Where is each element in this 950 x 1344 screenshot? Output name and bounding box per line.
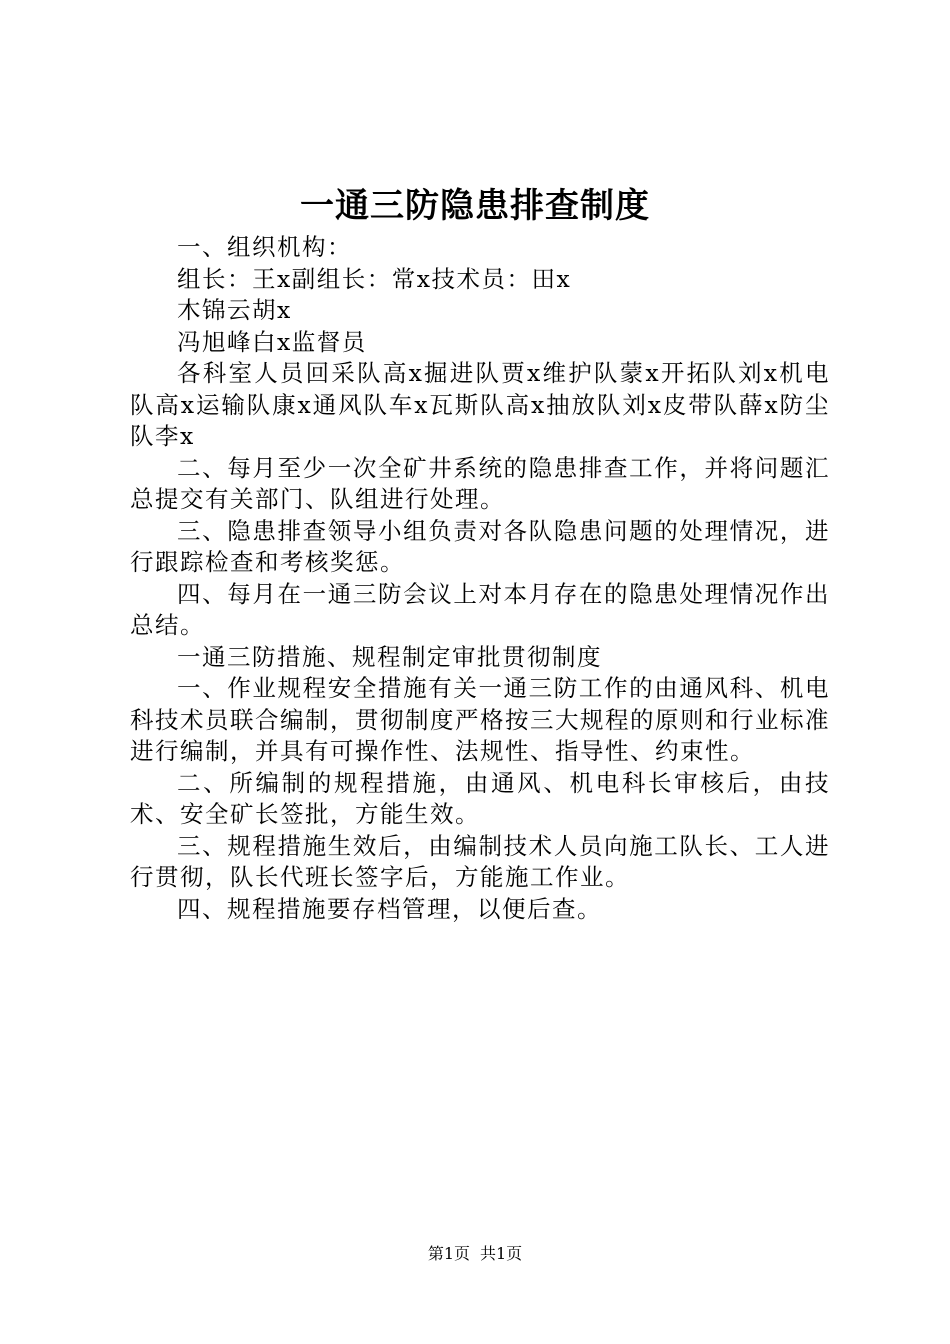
paragraph: 一、作业规程安全措施有关一通三防工作的由通风科、机电科技术员联合编制，贯彻制度严格按三大规程的原则和行业标准进行编制，并具有可操作性、法规性、指导性、约束性。 — [130, 674, 830, 765]
paragraph: 四、规程措施要存档管理，以便后查。 — [177, 894, 602, 923]
document-title: 一通三防隐患排查制度 — [300, 186, 650, 226]
page-total: 共1页 — [480, 1244, 523, 1263]
page-number: 第1页 — [427, 1244, 470, 1263]
paragraph: 一、组织机构： — [177, 233, 352, 261]
paragraph: 各科室人员回采队高x掘进队贾x维护队蒙x开拓队刘x机电队高x运输队康x通风队车x瓦斯队高x抽放队刘x皮带队薛x防尘队李x — [130, 359, 830, 450]
paragraph: 四、每月在一通三防会议上对本月存在的隐患处理情况作出总结。 — [130, 579, 830, 639]
paragraph: 三、规程措施生效后，由编制技术人员向施工队长、工人进行贯彻，队长代班长签字后，方能施工作业。 — [130, 831, 830, 891]
section-heading: 一通三防措施、规程制定审批贯彻制度 — [177, 642, 602, 671]
page-footer — [0, 1243, 950, 1265]
paragraph: 二、每月至少一次全矿井系统的隐患排查工作，并将问题汇总提交有关部门、队组进行处理。 — [130, 453, 830, 513]
paragraph: 二、所编制的规程措施，由通风、机电科长审核后，由技术、安全矿长签批，方能生效。 — [130, 768, 830, 828]
document-body — [130, 232, 830, 925]
paragraph: 冯旭峰白x监督员 — [177, 327, 367, 356]
paragraph: 三、隐患排查领导小组负责对各队隐患问题的处理情况，进行跟踪检查和考核奖惩。 — [130, 516, 830, 576]
paragraph: 组长：王x副组长：常x技术员：田x — [177, 264, 572, 293]
paragraph: 木锦云胡x — [177, 296, 292, 324]
